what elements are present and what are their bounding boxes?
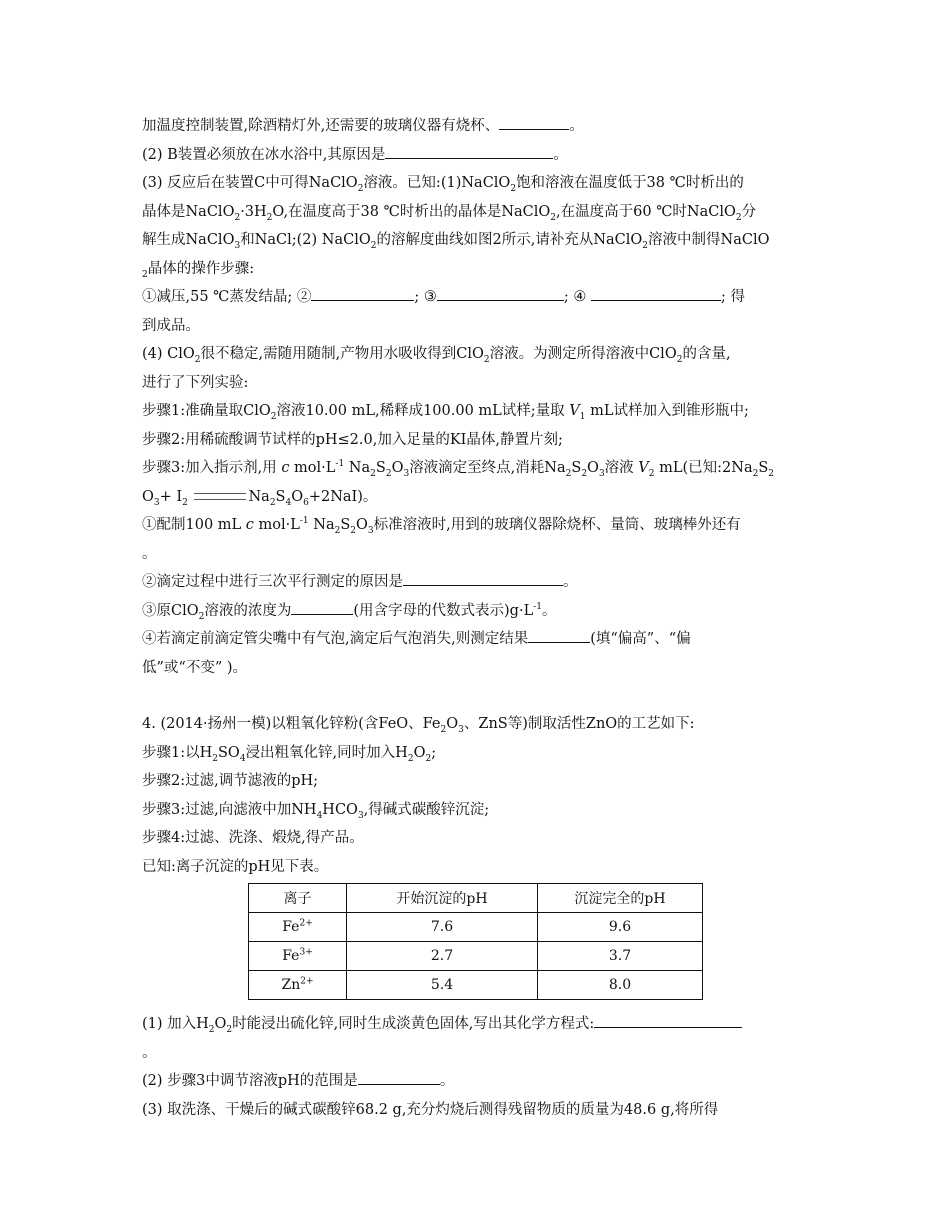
answer-blank[interactable] <box>437 286 564 301</box>
question-3: (3) 反应后在装置C中可得NaClO$_2$溶液。已知:(1)NaClO$_2$饱和溶液在温度低于38 ℃时析出的 <box>142 175 744 194</box>
process-step-3: 步骤3:过滤,向滤液中加$NH_4HCO_3$,得碱式碳酸锌沉淀; <box>142 801 490 821</box>
question-3-line-2: 晶体是$NaClO_2\cdot 3H_2O$,在温度高于38 ℃时析出的晶体是NaClO$_2$,在温度高于60 ℃时NaClO$_2$分 <box>142 203 757 223</box>
subquestion-2: ②滴定过程中进行三次平行测定的原因是 。 <box>142 568 812 597</box>
table-header: 开始沉淀的pH <box>347 884 538 913</box>
table-cell-ion: $Fe^{3+}$ <box>249 942 347 971</box>
experiment-step-3: 步骤3:加入指示剂,用 c $mol\cdot L^{-1}$ $Na_2S_2O_3$溶液滴定至终点,消耗$Na_2S_2O_3$溶液 $V_2$ mL(已知$:2Na_2S_2$ <box>142 459 774 479</box>
table-cell: 8.0 <box>538 971 703 1000</box>
table-cell: 5.4 <box>347 971 538 1000</box>
table-cell: 3.7 <box>538 942 703 971</box>
experiment-step-2: 步骤2:用稀硫酸调节试样的pH≤2.0,加入足量的KI晶体,静置片刻; <box>142 431 563 448</box>
subquestion-4-end: 低”或“不变” )。 <box>142 659 248 676</box>
line-glassware: 加温度控制装置,除酒精灯外,还需要的玻璃仪器有烧杯、 。 <box>142 112 812 141</box>
experiment-intro: 进行了下列实验: <box>142 374 249 391</box>
table-row <box>249 971 703 1000</box>
subquestion-3: ③原ClO$_2$溶液的浓度为 (用含字母的代数式表示)$g\cdot L^{-1}$。 <box>142 597 812 626</box>
answer-blank[interactable] <box>591 286 721 301</box>
answer-blank[interactable] <box>499 115 569 130</box>
process-step-4: 步骤4:过滤、洗涤、煅烧,得产品。 <box>142 830 364 846</box>
experiment-step-1: 步骤1:准确量取ClO$_2$溶液10.00 mL,稀释成100.00 mL试样;量取 $V_1$ mL试样加入到锥形瓶中; <box>142 403 749 422</box>
part-1-end: 。 <box>142 1044 157 1061</box>
answer-blank[interactable] <box>311 286 414 301</box>
subquestion-1: ①配制100 mL c $mol\cdot L^{-1}$ $Na_2S_2O_3$标准溶液时,用到的玻璃仪器除烧杯、量筒、玻璃棒外还有 <box>142 516 741 536</box>
subquestion-4: ④若滴定前滴定管尖嘴中有气泡,滴定后气泡消失,则测定结果 (填“偏高”、“偏 <box>142 625 812 654</box>
question-3-line-4: $_2$晶体的操作步骤: <box>142 260 255 280</box>
table-header: 离子 <box>249 884 347 913</box>
experiment-equation: $O_3+ I_2$ $Na_2S_4O_6+2NaI$)。 <box>142 488 378 508</box>
document-body <box>142 112 812 1124</box>
table-cell-ion: $Zn^{2+}$ <box>249 971 347 1000</box>
table-header-row <box>249 884 703 913</box>
answer-blank[interactable] <box>403 571 563 586</box>
equals-sign-icon <box>194 493 246 500</box>
part-1: (1) 加入$H_2O_2$时能浸出硫化锌,同时生成淡黄色固体,写出其化学方程式: <box>142 1010 812 1039</box>
answer-blank[interactable] <box>291 600 353 615</box>
question-3-steps: ①减压,55 ℃蒸发结晶; ② ; ③ ; ④ ; 得 <box>142 283 812 312</box>
question-2: (2) B装置必须放在冰水浴中,其原因是 。 <box>142 141 812 170</box>
table-cell: 2.7 <box>347 942 538 971</box>
answer-blank[interactable] <box>358 1070 440 1085</box>
part-2: (2) 步骤3中调节溶液pH的范围是 。 <box>142 1067 812 1096</box>
answer-blank[interactable] <box>385 144 553 159</box>
answer-blank[interactable] <box>528 628 590 643</box>
table-row <box>249 913 703 942</box>
table-cell: 9.6 <box>538 913 703 942</box>
process-step-1: 步骤1:以$H_2SO_4$浸出粗氧化锌,同时加入$H_2O_2$; <box>142 744 437 764</box>
question-3-line-3: 解生成NaClO$_3$和NaCl;(2) NaClO$_2$的溶解度曲线如图2所示,请补充从NaClO$_2$溶液中制得NaClO <box>142 232 770 251</box>
question-3-steps-end: 到成品。 <box>142 317 200 334</box>
table-row <box>249 942 703 971</box>
process-step-2: 步骤2:过滤,调节滤液的pH; <box>142 773 319 789</box>
answer-blank[interactable] <box>594 1013 742 1028</box>
question-4-title: 4. (2014·扬州一模)以粗氧化锌粉(含FeO、$Fe_2O_3$、ZnS等)制取活性ZnO的工艺如下: <box>142 716 695 735</box>
question-4-part: (4) ClO$_2$很不稳定,需随用随制,产物用水吸收得到ClO$_2$溶液。为测定所得溶液中ClO$_2$的含量, <box>142 346 731 365</box>
precipitation-ph-table <box>248 883 703 1000</box>
part-3: (3) 取洗涤、干燥后的碱式碳酸锌68.2 g,充分灼烧后测得残留物质的质量为48.6 g,将所得 <box>142 1101 719 1118</box>
table-cell: 7.6 <box>347 913 538 942</box>
table-caption: 已知:离子沉淀的pH见下表。 <box>142 858 329 875</box>
subquestion-1-end: 。 <box>142 545 157 562</box>
table-header: 沉淀完全的pH <box>538 884 703 913</box>
table-cell-ion: $Fe^{2+}$ <box>249 913 347 942</box>
